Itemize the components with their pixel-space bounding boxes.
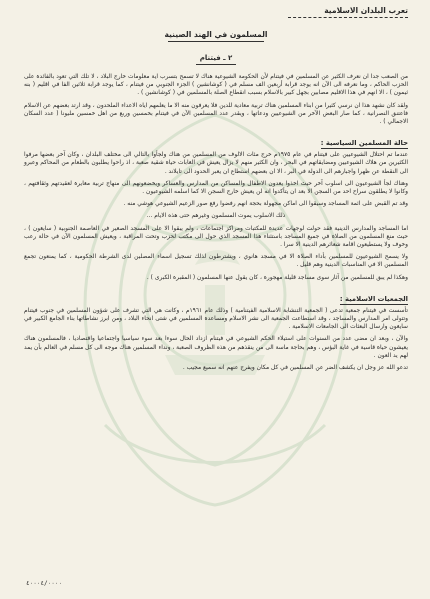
body-paragraph: ولا يسمح الشيوعيون للمسلمين بأداء الصلاة الا في مسجد هانوي ، ويشترطون لذلك تسجيل اسماء المصلين لدى الشرطة الحكومية ، كما يمنعون تجمع المسلمين الا في المناسبات الدينية وهم قليل . [24,254,408,269]
header-divider [288,17,408,18]
quote-line: ذلك الاسلوب يموت المسلمون وغيرهم حتى هذه الايام ... [146,213,286,220]
body-paragraph: وقد تم القبض على ائمة المساجد وسيقوا الى اماكن مجهولة بحجة انهم رفضوا رفع صور الزعيم الشيوعي هوشي منه . [123,201,408,208]
page-code: ٤٠٠٠٤/٠٠٠٠ [26,580,63,587]
document-title: المسلمون في الهند الصينية [164,30,268,39]
body-paragraph: وهناك لجأ الشيوعيون الى اسلوب آخر حيث اخذوا يعدون الاطفال والمساكن من المدارس والعساكر ويخضعونهم الى منهاج تربية مغايرة لعقيدتهم وثقافتهم ، وكانوا لا يطلقون سراح احد من السجن الا بعد ان يتأكدوا انه لن يعيش خارج السجن الا كما اسلمه الشيوعيون . [24,180,408,196]
body-paragraph: والآن ، وبعد ان مضى عدد من السنوات على استيلاء الحكم الشيوعي في فيتنام ازداد الحال سوءا بعد سوء سياسيا واجتماعيا واقتصاديا ، فالمسلمون هناك يعيشون حياة قاسية في غاية البؤس ، وهم بحاجة ماسة الى من ينقذهم من هذه الظروف الصعبة ، ونداء المسلمين هناك موجه الى كل مسلم في العالم بأن يمد لهم يد العون . [24,336,408,359]
body-paragraph: وهكذا لم يبق للمسلمين من آثار سوى مساجد قليلة مهجورة ، كان يقول عنها المسلمون ( المقبرة الكبرى ) . [146,274,408,281]
closing-paragraph: تدعو الله عز وجل ان يكشف الضر عن المسلمين في كل مكان ويفرج عنهم انه سميع مجيب . [182,365,408,372]
intro-paragraph: من الصعب جدا ان نعرف الكثير عن المسلمين في فيتنام لأن الحكومة الشيوعية هناك لا تسمح بتسرب اية معلومات خارج البلاد ، لا تلك التي تعود بالفائدة على الحزب الحاكم ، وما نعرفه الى الآن انه يوجد قرابة أربعين الف مسلم في ( كوشانشين ) الجزء الجنوبي من فيتنام ، كما يوجد قرابة ثلاثين الفا في اقليم ( بنه ثيمون ) ، الا انهم في هذا الاقليم مصابين بجهل كبير بالاسلام بسبب انقطاع الصلة بالمسلمين في ( كوشانشين ) . [24,74,408,97]
title-divider [168,41,264,42]
organization-header: تعرب البلدان الاسلامية [324,6,408,15]
intro-paragraph: ولقد كان نشهد هذا ان نرسي كثيرا من ابناء المسلمين هناك تربية معادية للدين فلا يعرفون منه الا ما يعلمهم اياه الاعداء الملحدون ، وقد ارتد بعضهم عن الاسلام فاعتنق النصرانية ، كما صار البعض الآخر من الشيوعيين ودعاتها ، ويقدر عدد المسلمين الآن في فيتنام بخمسين وربع من اهل خمسين مليونا ( عدد السكان الاجمالي ) . [24,102,408,126]
body-paragraph: اما المساجد والمدارس الدينية فقد حولت لوجهات عديدة للمكتبات ومراكز اجتماعات ، ولم يبقوا الا على المسجد الصغير في العاصمة الجنوبية ( سايغون ) ، حيث منع المسلمون من الصلاة في جميع المساجد باستثناء هذا المسجد الذي حول الى مكتب لحزب وتحت المراقبة ، ويعيش المسلمون الآن في حالة رعب وخوف ولا يستطيعون اقامة شعائرهم الدينية الا سرا . [24,225,408,249]
document-subtitle: ٢ ـ فيتنام [199,54,233,62]
section-heading-political: حالة المسلمين السياسية : [320,139,408,148]
section-heading-associations: الجمعيات الاسلامية : [339,294,408,303]
body-paragraph: عندما تم احتلال الشيوعيين على فيتنام في عام ١٩٧٥م خرج مئات الالوف من المسلمين من هناك ولجأوا بالتالي الى مختلف البلدان ، وكان آخر بعضها مرفوا الكثيرين من هلاك الشيوعيين ومضايقاتهم في البحر ، وان الكثير منهم لا يزال يعيش في الغابات حياة شقية صعبة ، اذ راحوا يطلبون بالطعام من المحاكم وعبرو الى النقطة عن ظهرا واجبارهم الى الدولة في البر ، الا ان بعضهم استطاع ان يعبر الحدود الى تايلاند . [24,152,409,175]
body-paragraph: تأسست في فيتنام جمعية تدعى ( الجمعية التنشابة الاسلامية الفيتنامية ) وذلك عام ١٩٦١م ، وكانت هي التي تشرف على شؤون المسلمين في جنوب فيتنام وتتولى امر المدارس والمساجد ، وقد استطاعت الجمعية الى نشر الاسلام ومساعدة المسلمين في شتى انحاء البلاد ، ومن ابرز نشاطاتها بناء الجامع الكبير في سايغون وارسال البعثات الى الجامعات الاسلامية . [24,307,408,331]
